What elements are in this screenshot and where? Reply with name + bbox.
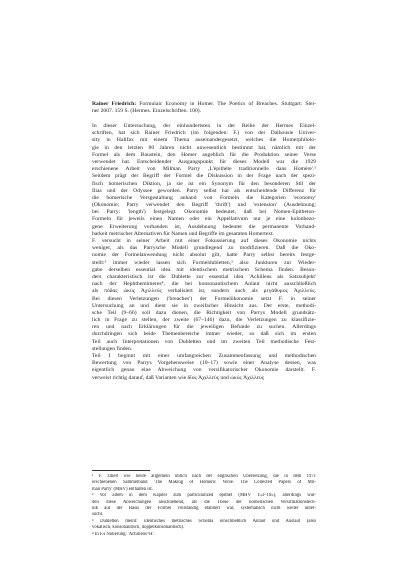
review-body — [92, 123, 316, 382]
body-line: In dieser Untersuchung, der einhundertsten in der Reihe der Hermes Einzel- — [92, 123, 316, 129]
author-name: Rainer Friedrich: — [92, 101, 137, 107]
body-line: Formeln für jeweils einen Namen oder ein Appellativum nur je eine kolonbezo- — [92, 216, 316, 223]
footnotes — [92, 474, 316, 538]
body-line: fisch homerischen Diktion, ja sie ist ein Synonym für den besonderen Stil der — [92, 180, 316, 187]
body-line: nach der Hephthemimeres⁴, die bei konsonantischem Anlaut nicht ausschließlich — [92, 281, 316, 288]
body-line: stellungen finden. — [92, 345, 133, 352]
body-line: ders charakteristisch ist die Dublette zur essential idea 'Achilleus als Satzsubjekt' — [92, 273, 316, 280]
body-line: eigentlich genau eine Abweichung von versifikatorischer Ökonomie darstellt. F. — [92, 367, 316, 374]
footnotes-line: ³ Dubletten meint: identisches metrisches Schema einschließlich Anlaut und Auslaut (also — [92, 518, 316, 524]
body-line: Seitdem prägt der Begriff der Formel die Diskussion in der Frage nach der spezi- — [92, 173, 316, 180]
body-line: Bei diesen Verletzungen ('breaches') der Formelökonomie setzt F. in seiner — [92, 295, 316, 302]
body-line: als πόδας ὠκὺς Ἀχιλλεύς verbalisiert ist, sondern auch als μεγάθυμος Ἀχιλλεύς. — [92, 288, 316, 295]
body-line: gabe derselben essential idea mit identischem metrischem Schema finden. Beson- — [92, 266, 316, 273]
footnotes-line: nik auf der Basis der Formel vollständig etabliert war, systematisch nicht weiter unter- — [92, 505, 316, 511]
body-line: verwendet hat. Entscheidender Ausgangspunkt für dieses Modell war die 1929 — [92, 158, 316, 165]
body-line: die homerische Versgestaltung anhand von Formeln die Kategorien 'economy' — [92, 194, 316, 201]
body-line: sity in Halifax mit einem Thema auseinandergesetzt, welches die Homerphilolo- — [92, 137, 316, 144]
review-header — [92, 101, 316, 115]
header-line: ner 2007. 159 S. (Hermes. Einzelschriften. 100). — [92, 108, 202, 115]
body-line: weniger, als das Parrysche Modell grundlegend zu modifizieren. Daß die Öko- — [92, 245, 316, 252]
body-line: F. versucht in seiner Arbeit mit einer Fokussierung auf dieses Ökonomie nichts — [92, 238, 316, 244]
footnotes-line: ² Vor allem in dem Kapitel zum particularized epithet (MHV 153–165), allerdings wur- — [92, 493, 316, 499]
body-line: nomie der Formelanwendung nicht absolut gilt, hatte Parry selbst bereits festge- — [92, 252, 316, 259]
body-line: Formel als dem Baustein, den Homer angeblich für die Produktion seiner Verse — [92, 151, 316, 158]
body-line: (Ökonomie; Parry verwendet den Begriff 'thrift') und 'extension' (Ausdehnung; — [92, 202, 316, 209]
body-line: Ilias und der Odyssee geworden. Parry selbst hat als entscheidende Differenz für — [92, 187, 316, 194]
footnotes-line: sucht. — [92, 512, 104, 518]
body-line: sche Teil (9–66) soll dazu dienen, die Richtigkeit von Parrys Modell grundsätz- — [92, 309, 316, 316]
footnote-rule — [92, 470, 150, 471]
body-line: durchdringen sich beide Themenbereiche immer wieder, so daß sich im ersten — [92, 331, 316, 338]
body-line: bei Parry: 'length') festgelegt. Ökonomie bedeutet, daß bei Nomen-Epitheton- — [92, 209, 316, 216]
header-line: Rainer Friedrich: Formulaic Economy in Homer. The Poetics of Breaches. Stuttgart: Stei- — [92, 101, 316, 107]
body-line: schriften, hat sich Rainer Friedrich (im folgenden: F.) von der Dalhousie Univer- — [92, 130, 316, 137]
body-line: Teil I beginnt mit einer umfangreichen Zusammenfassung und methodischen — [92, 353, 316, 359]
body-line: Teil auch Interpretationen von Dubletten und im zweiten Teil methodische Fest- — [92, 338, 316, 345]
body-line: gie in den letzten 80 Jahren nicht unwesentlich bestimmt hat, nämlich mit der — [92, 144, 316, 151]
body-line: ren und nach Erklärungen für die jeweiligen Befunde zu suchen. Allerdings — [92, 324, 316, 331]
footnotes-line: ⁴ In F.s Notierung: 'Achilleus^H'. — [92, 531, 155, 537]
footnotes-line: vokalisch, konsonantisch, doppelkonsonantisch). — [92, 525, 185, 531]
body-line: barkeit metrischer Alternativen für Namen und Begriffe im gesamten Homertext. — [92, 230, 275, 237]
footnotes-line: man Parry' (MHV) enthalten ist. — [92, 486, 153, 492]
body-line: lich in Frage zu stellen, der zweite (67–146) dazu, die Verletzungen zu klassifizie- — [92, 317, 316, 324]
body-line: stellt:² immer wieder lassen sich Formeldubletten,³ also Junkturen zur Wieder- — [92, 259, 316, 266]
footnotes-line: erschienenen Sammelband 'The Making of Homeric Verse. The Collected Papers of Mil- — [92, 480, 316, 486]
body-line: erschienene Arbeit von Milman Parry ‚L'épithète traditionnelle dans Homère'.¹ — [92, 166, 316, 173]
body-line: Bewertung von Parrys Vorgehensweise (10–17) sowie einer Analyse dessen, was — [92, 360, 316, 367]
body-line: Untersuchung an und dient sie in zweifacher Hinsicht aus. Der erste, methodi- — [92, 302, 316, 309]
footnotes-line: ¹ F. zitiert wie heute allgemein üblich nach der englischen Übersetzung, die in dem 1971 — [92, 474, 316, 479]
body-line: gene Erweiterung vorhanden ist, Ausdehnung bedeutet die permanente Vorhand- — [92, 223, 316, 230]
footnotes-line: den diese Abweichungen anschließend, als die These der homerischen Versifikationstech- — [92, 499, 316, 505]
body-line: verweist richtig darauf, daß Varianten wie δῖος Ἀχιλλεύς und ὠκὺς Ἀχιλλεύς — [92, 374, 265, 381]
